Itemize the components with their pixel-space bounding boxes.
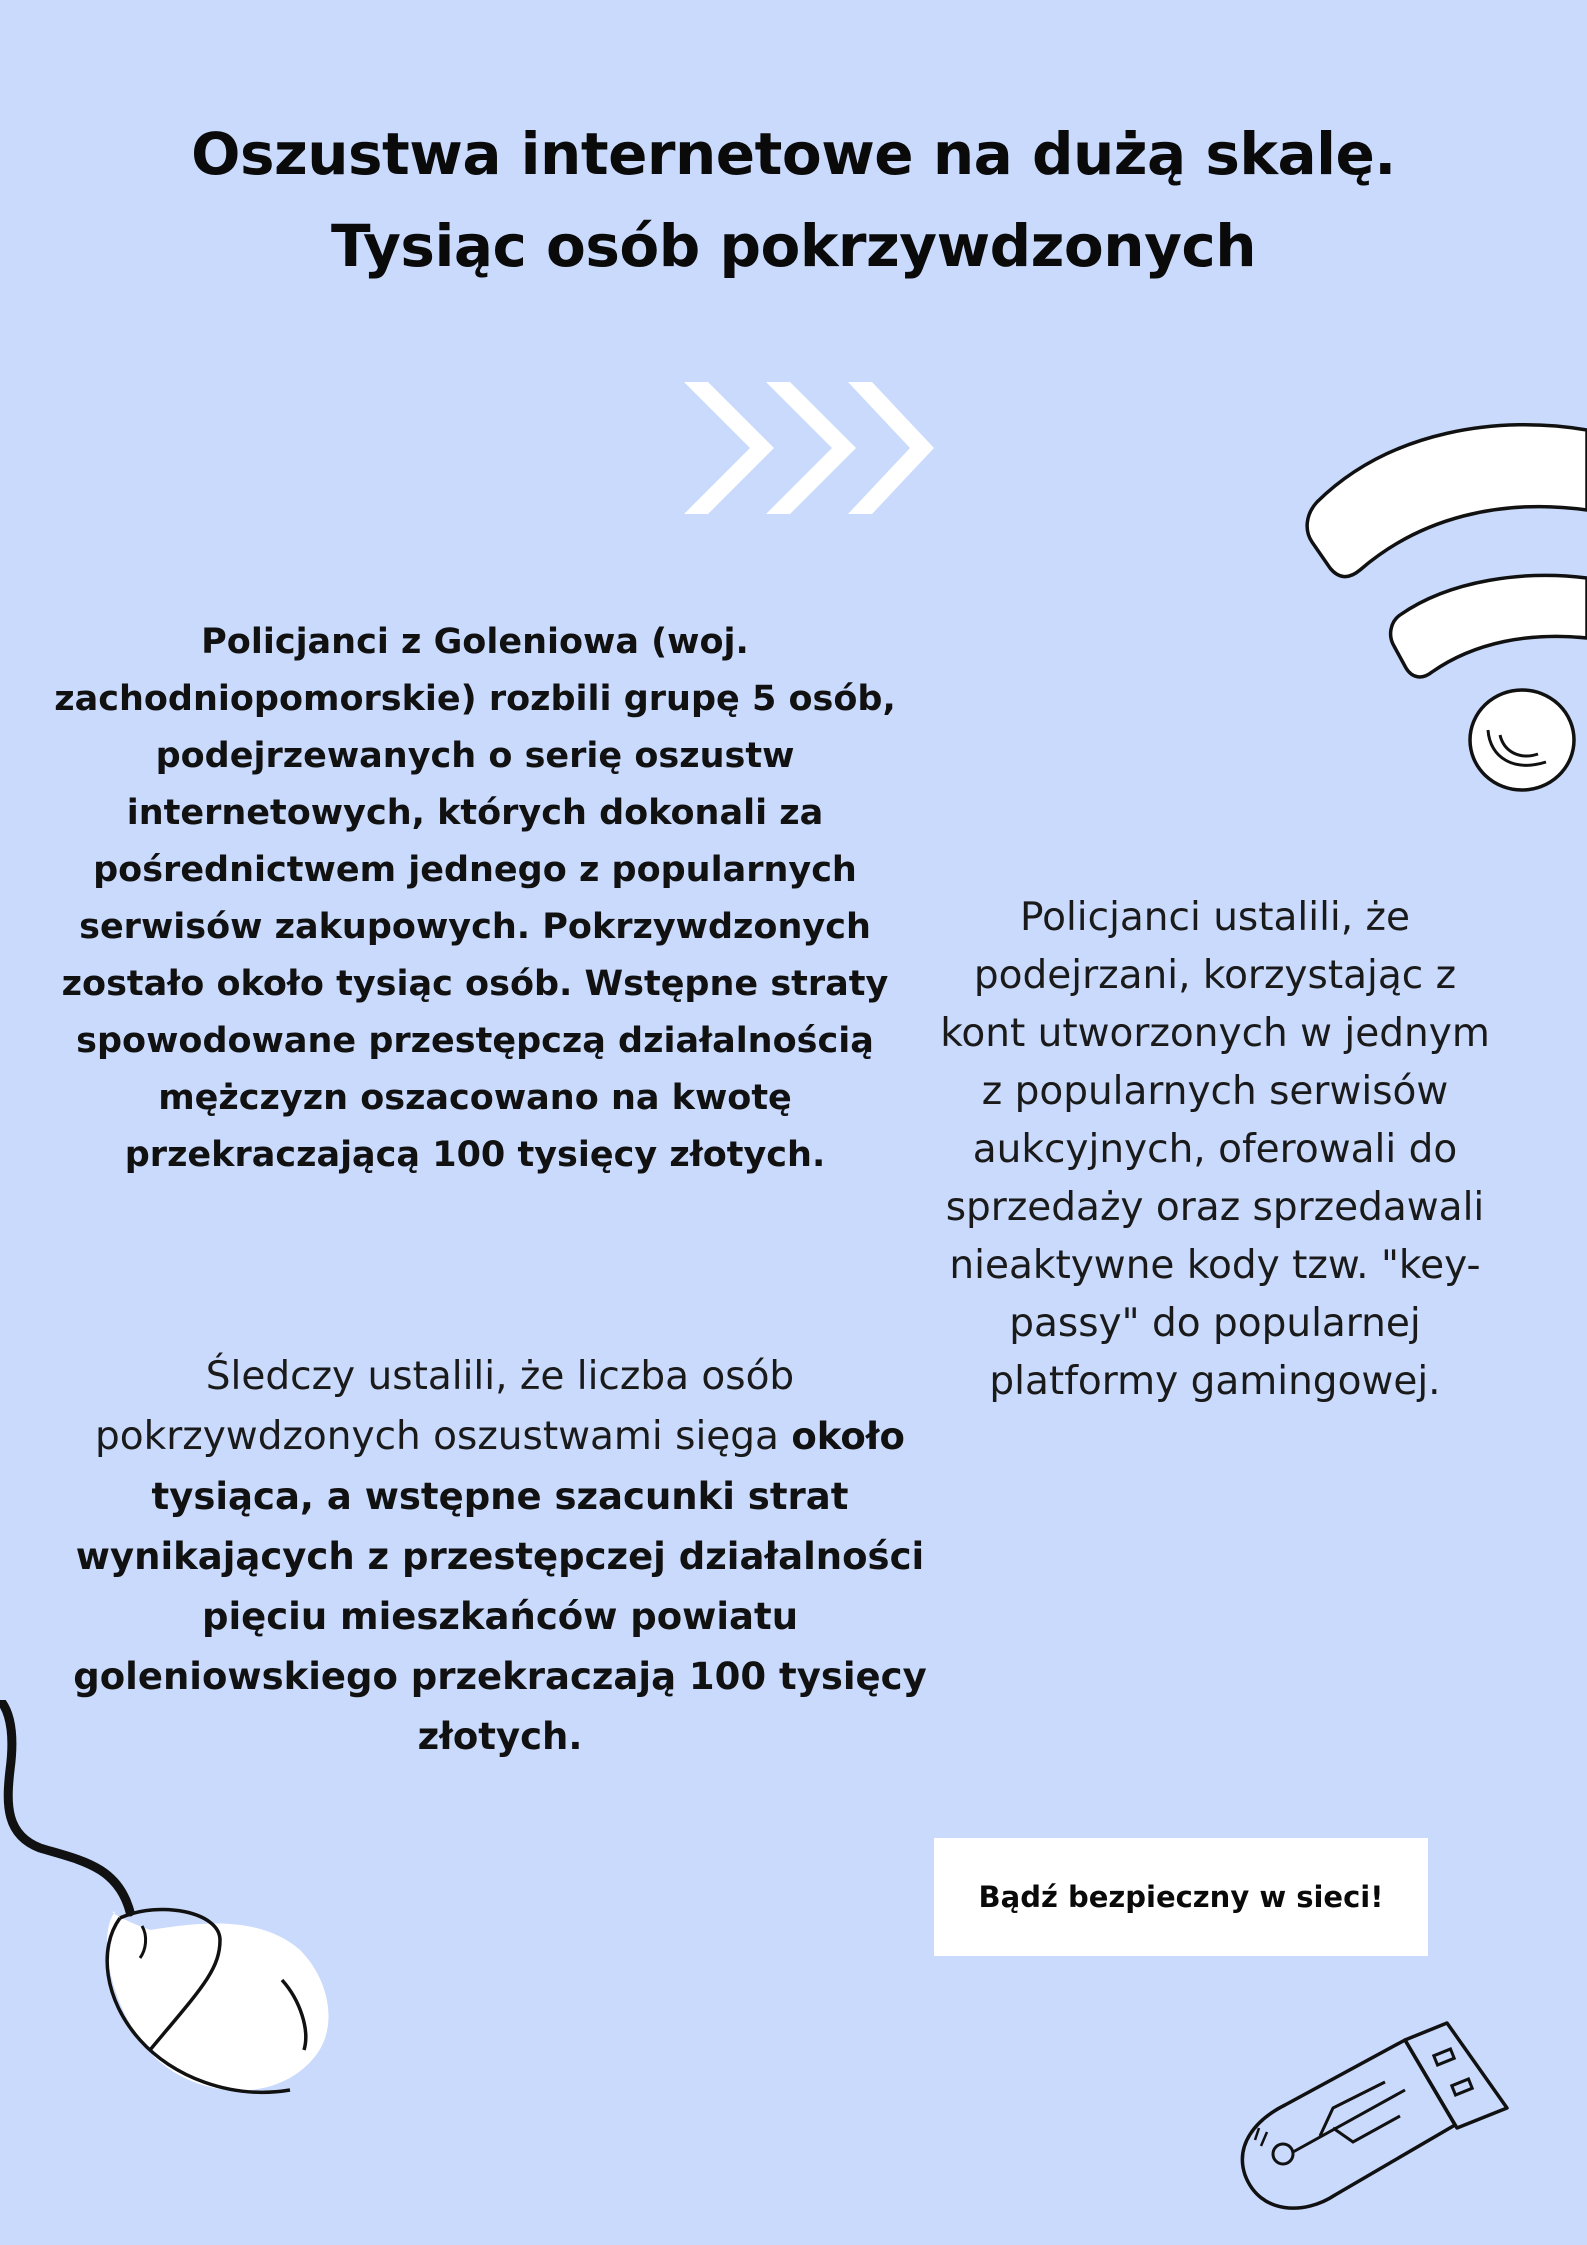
triple-chevron-right-icon: [684, 382, 934, 514]
paragraph-bottom-normal: Śledczy ustalili, że liczba osób pokrzywdzonych oszustwami sięga: [95, 1354, 795, 1459]
paragraph-left: Policjanci z Goleniowa (woj. zachodniopomorskie) rozbili grupę 5 osób, podejrzewanych o serię oszustw internetowych, których dokonali za pośrednictwem jednego z popularnych serwisów zakupowych. Pokrzywdzonych zostało około tysiąc osób. Wstępne straty spowodowane przestępczą działalnością mężczyzn oszacowano na kwotę przekraczającą 100 tysięcy złotych.: [54, 622, 896, 1175]
title-line-1: Oszustwa internetowe na dużą skalę.: [191, 120, 1396, 188]
page-title: [0, 108, 1587, 292]
title-line-2: Tysiąc osób pokrzywdzonych: [330, 212, 1257, 280]
stay-safe-button[interactable]: Bądź bezpieczny w sieci!: [934, 1838, 1428, 1956]
paragraph-right: Policjanci ustalili, że podejrzani, korzystając z kont utworzonych w jednym z popularnych serwisów aukcyjnych, oferowali do sprzedaży oraz sprzedawali nieaktywne kody tzw. "key-passy" do popularnej platformy gamingowej.: [940, 895, 1490, 1404]
usb-drive-icon: [1225, 2020, 1515, 2245]
computer-mouse-icon: [0, 1700, 340, 2120]
wifi-icon: [1300, 410, 1587, 800]
paragraph-bottom-bold: około tysiąca, a wstępne szacunki strat wynikających z przestępczej działalności pięciu mieszkańców powiatu goleniowskiego przekraczają 100 tysięcy złotych.: [73, 1415, 927, 1758]
